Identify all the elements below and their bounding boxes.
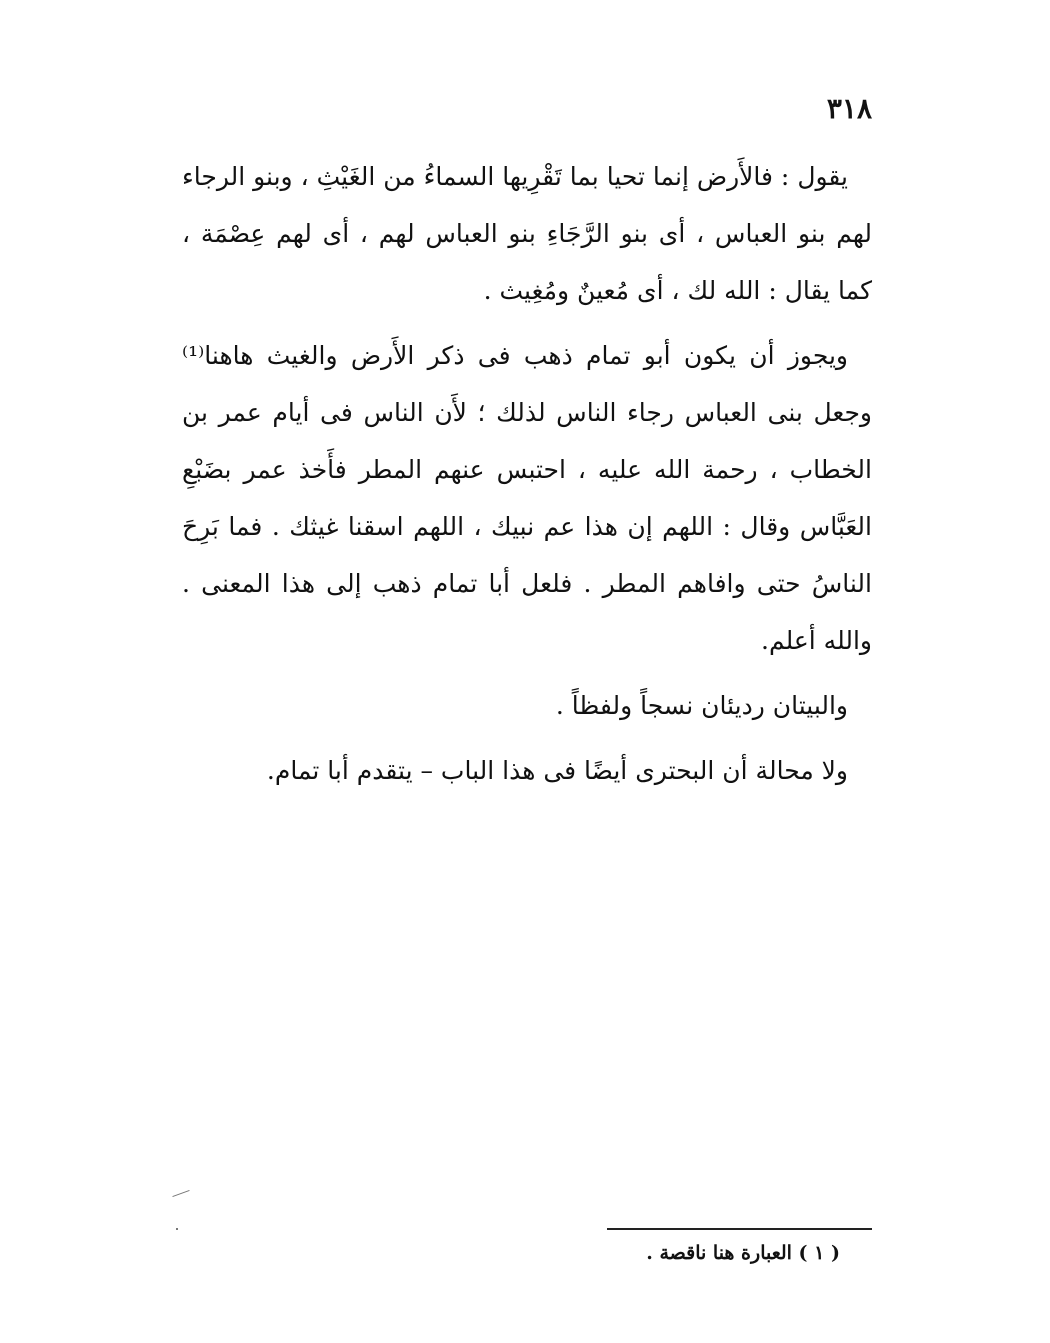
scan-dot [176,1228,178,1230]
footnote: ( ١ ) العبارة هنا ناقصة . [646,1242,840,1264]
page-number: ٣١٨ [826,92,872,125]
body-text [182,148,872,807]
paragraph-commentary: يقول : فالأَرض إنما تحيا بما تَقْرِيها السماءُ من الغَيْثِ ، وبنو الرجاء لهم بنو العباس ، أى بنو الرَّجَاءِ بنو العباس لهم ، أى لهم عِصْمَة ، كما يقال : الله لك ، أى مُعينٌ ومُغِيث . [182,162,872,305]
scan-mark [172,1190,189,1197]
paragraph-conclusion: ولا محالة أن البحترى أيضًا فى هذا الباب – يتقدم أبا تمام. [266,756,848,785]
paragraph-judgment: والبيتان رديئان نسجاً ولفظاً . [555,691,848,720]
footnote-divider [607,1228,872,1230]
paragraph-alternative-reading: ويجوز أن يكون أبو تمام ذهب فى ذكر الأَرض والغيث هاهنا⁽¹⁾ وجعل بنى العباس رجاء الناس لذلك ؛ لأَن الناس فى أيام عمر بن الخطاب ، رحمة الله عليه ، احتبس عنهم المطر فأَخذ عمر بضَبْعِ العَبَّاس وقال : اللهم إن هذا عم نبيك ، اللهم اسقنا غيثك . فما بَرِحَ الناسُ حتى وافاهم المطر . فلعل أبا تمام ذهب إلى هذا المعنى . والله أعلم. [182,341,872,655]
